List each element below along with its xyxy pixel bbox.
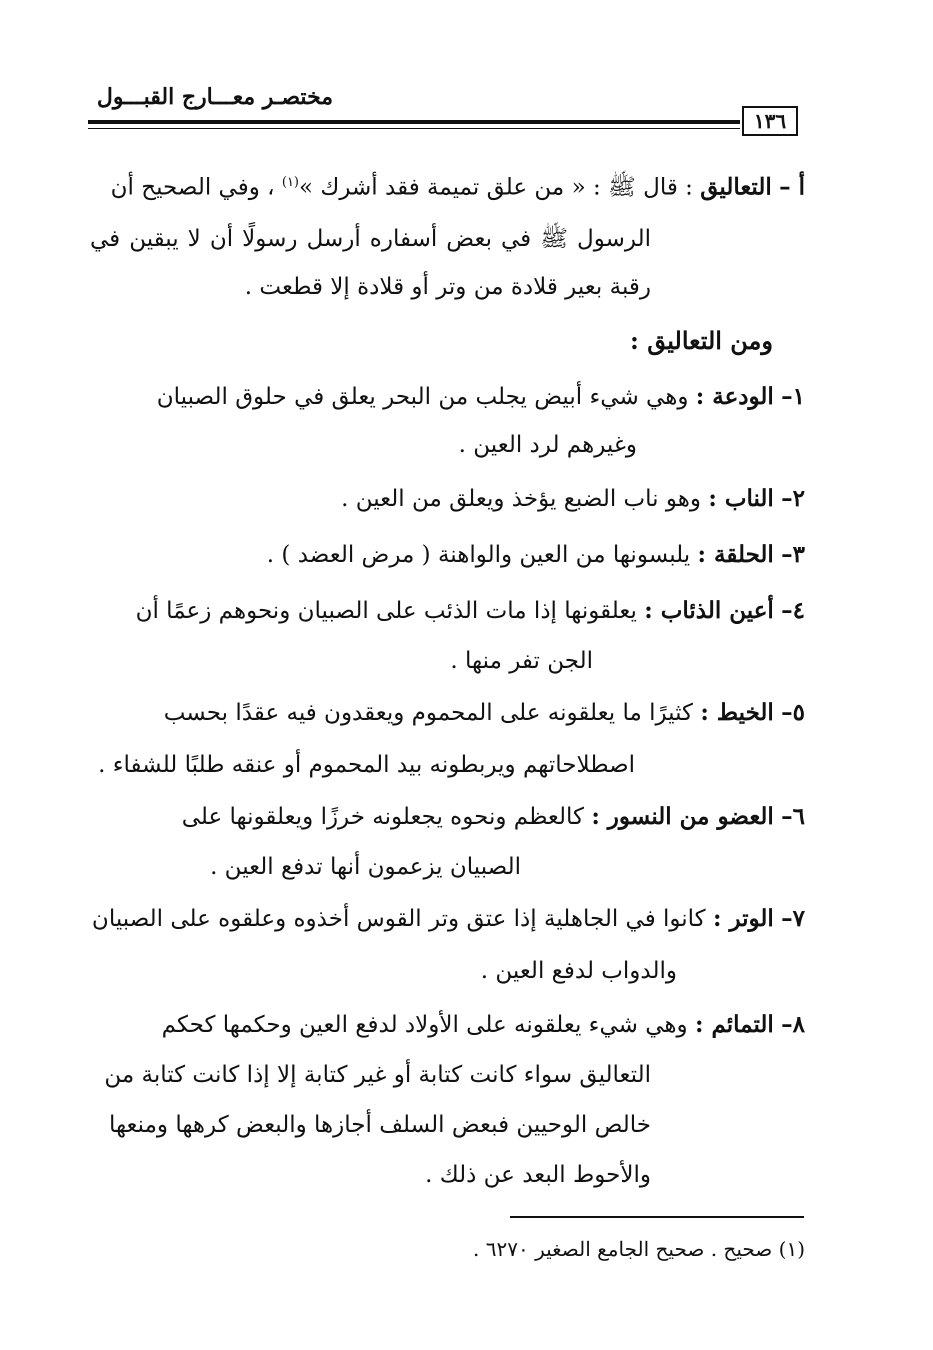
- section-a-line-2: الرسول ﷺ في بعض أسفاره أرسل رسولًا أن لا يبقين في: [90, 226, 651, 252]
- item-3-number: ٣–: [781, 541, 805, 568]
- item-1-number: ١–: [781, 383, 805, 410]
- header-rule-thin: [88, 128, 740, 129]
- item-6-line-1: [182, 800, 805, 834]
- item-5-line-1: [164, 696, 805, 730]
- item-8-line-3: خالص الوحيين فبعض السلف أجازها والبعض كرهها ومنعها: [108, 1112, 651, 1138]
- section-intro: ومن التعاليق :: [630, 326, 773, 355]
- item-7-line-1: [92, 902, 805, 936]
- item-5-number: ٥–: [781, 699, 805, 726]
- item-3-term: الحلقة :: [697, 541, 774, 568]
- footnote: [473, 1234, 805, 1264]
- item-8-term: التمائم :: [694, 1011, 774, 1038]
- footnote-number: (١): [778, 1237, 805, 1261]
- item-4-text-1: يعلقونها إذا مات الذئب على الصبيان ونحوهم زعمًا أن: [135, 598, 637, 624]
- item-8-line-4: والأحوط البعد عن ذلك .: [425, 1162, 651, 1188]
- item-1-line-1: [157, 380, 805, 414]
- item-2-line-1: [341, 482, 805, 516]
- item-6-number: ٦–: [781, 803, 805, 830]
- item-7-term: الوتر :: [712, 905, 774, 932]
- item-6-line-2: الصبيان يزعمون أنها تدفع العين .: [210, 854, 521, 880]
- footnote-text: صحيح . صحيح الجامع الصغير ٦٢٧٠ .: [473, 1237, 773, 1261]
- page-number: ١٣٦: [753, 109, 787, 133]
- section-a-line-1: [111, 166, 805, 205]
- item-8-text-1: وهي شيء يعلقونه على الأولاد لدفع العين وحكمها كحكم: [161, 1012, 688, 1038]
- item-7-number: ٧–: [781, 905, 805, 932]
- item-7-line-2: والدواب لدفع العين .: [480, 958, 677, 984]
- item-8-number: ٨–: [781, 1011, 805, 1038]
- item-8-line-2: التعاليق سواء كانت كتابة أو غير كتابة إلا إذا كانت كتابة من: [104, 1062, 651, 1088]
- item-1-line-2: وغيرهم لرد العين .: [458, 432, 637, 458]
- item-7-text-1: كانوا في الجاهلية إذا عتق وتر القوس أخذوه وعلقوه على الصبيان: [91, 906, 706, 932]
- item-6-term: العضو من النسور :: [591, 803, 774, 830]
- item-8-line-1: [162, 1008, 805, 1042]
- section-a-text-1-end: ، وفي الصحيح أن: [110, 174, 275, 201]
- item-2-text-1: وهو ناب الضبع يؤخذ ويعلق من العين .: [341, 486, 702, 512]
- item-5-text-1: كثيرًا ما يعلقونه على المحموم ويعقدون فيه عقدًا بحسب: [163, 700, 693, 726]
- item-2-number: ٢–: [781, 485, 805, 512]
- item-4-line-1: [136, 594, 805, 628]
- item-2-term: الناب :: [708, 485, 774, 512]
- section-a-term: التعاليق: [700, 173, 772, 201]
- section-a-colon: :: [685, 174, 693, 201]
- item-5-line-2: اصطلاحاتهم ويربطونه بيد المحموم أو عنقه طلبًا للشفاء .: [98, 752, 635, 778]
- item-4-line-2: الجن تفر منها .: [450, 648, 593, 674]
- item-6-text-1: كالعظم ونحوه يجعلونه خرزًا ويعلقونها على: [181, 804, 584, 830]
- item-1-text-1: وهي شيء أبيض يجلب من البحر يعلق في حلوق الصبيان: [156, 384, 689, 410]
- item-1-term: الودعة :: [695, 383, 774, 410]
- running-title: مختصـر معـــارج القبـــول: [96, 84, 334, 110]
- item-4-number: ٤–: [781, 597, 805, 624]
- section-a-text-1: قال ﷺ : « من علق تميمة فقد أشرك »: [299, 174, 678, 201]
- section-a-line-3: رقبة بعير قلادة من وتر أو قلادة إلا قطعت .: [244, 274, 651, 300]
- item-3-line-1: [267, 538, 805, 572]
- item-5-term: الخيط :: [700, 699, 774, 726]
- section-a-marker: أ –: [779, 173, 805, 201]
- item-4-term: أعين الذئاب :: [644, 597, 774, 624]
- footnote-ref: (١): [281, 175, 299, 190]
- header-rule-thick: [88, 120, 740, 124]
- item-3-text-1: يلبسونها من العين والواهنة ( مرض العضد ) .: [266, 542, 691, 568]
- page-number-box: [742, 106, 798, 136]
- footnote-separator: [510, 1216, 804, 1218]
